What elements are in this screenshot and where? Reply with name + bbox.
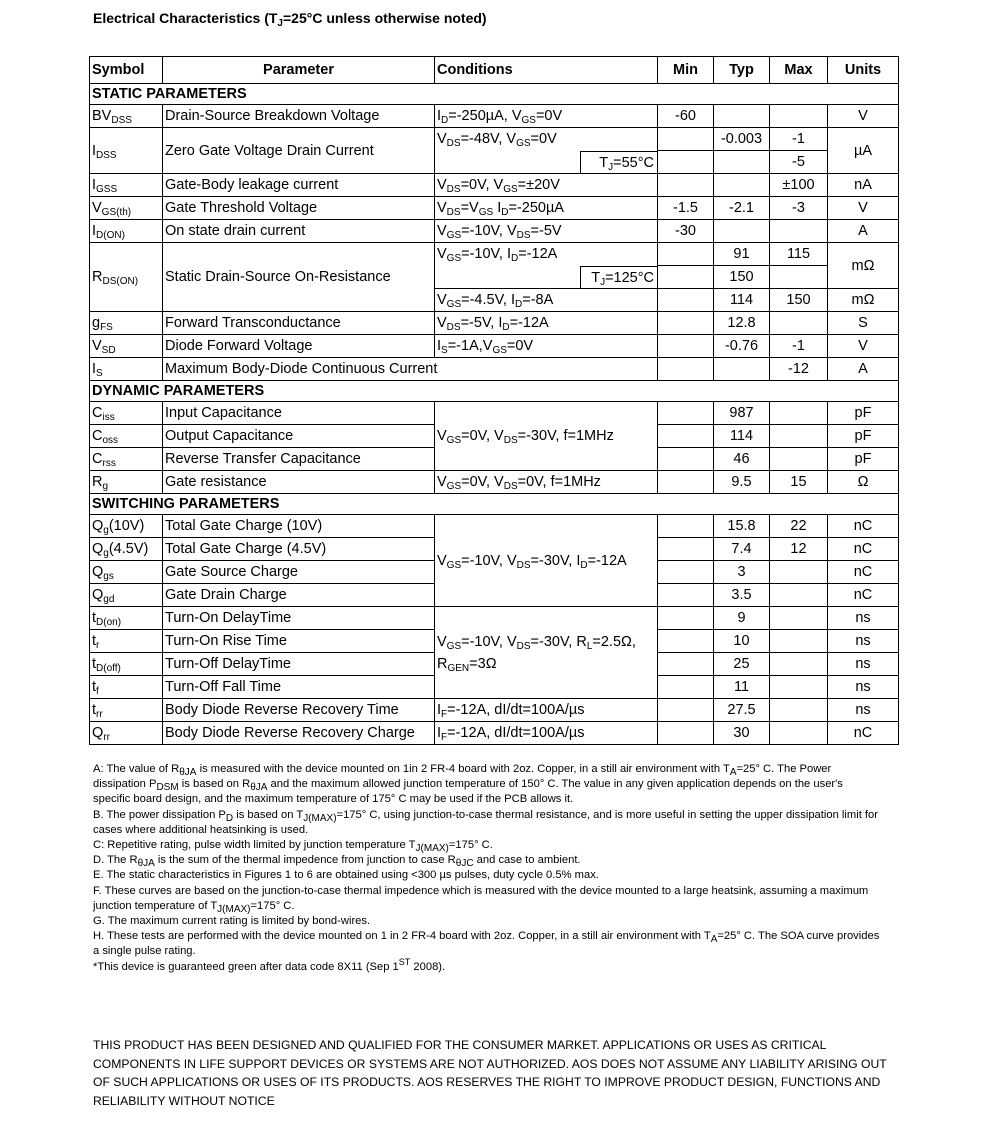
- typ-cell: 11: [714, 676, 770, 699]
- table-row: [90, 471, 899, 494]
- note-c: C: Repetitive rating, pulse width limited by junction temperature $T_{J(MAX)}=175^\circ$ C.: [93, 839, 493, 855]
- section-switching: SWITCHING PARAMETERS: [90, 494, 899, 515]
- symbol-cell: $t_{rr}$: [90, 699, 163, 722]
- disclaimer: THIS PRODUCT HAS BEEN DESIGNED AND QUALIFIED FOR THE CONSUMER MARKET. APPLICATIONS OR USES AS CRITICAL COMPONENTS IN LIFE SUPPORT DEVICES OR SYSTEMS ARE NOT AUTHORIZED. AOS DOES NOT ASSUME ANY LIABILITY ARISING OUT OF SUCH APPLICATIONS OR USES OF ITS PRODUCTS. AOS RESERVES THE RIGHT TO IMPROVE PRODUCT DESIGN, FUNCTIONS AND RELIABILITY WITHOUT NOTICE: [93, 1038, 887, 1109]
- typ-cell: 91: [714, 243, 770, 266]
- table-row: [90, 312, 899, 335]
- typ-cell: [714, 151, 770, 174]
- table-row: [90, 699, 899, 722]
- units-cell: ns: [828, 630, 899, 653]
- max-cell: [770, 448, 828, 471]
- parameter-cell: Gate Source Charge: [163, 561, 435, 584]
- max-cell: [770, 220, 828, 243]
- symbol-cell: $I_S$: [90, 358, 163, 381]
- min-cell: [658, 722, 714, 745]
- symbol-cell: $Q_{gd}$: [90, 584, 163, 607]
- parameter-cell: Maximum Body-Diode Continuous Current: [163, 358, 658, 381]
- typ-cell: [714, 174, 770, 197]
- units-cell: ns: [828, 699, 899, 722]
- header-symbol: Symbol: [90, 57, 163, 84]
- table-row: [90, 105, 899, 128]
- typ-cell: 114: [714, 289, 770, 312]
- min-cell: [658, 448, 714, 471]
- min-cell: [658, 243, 714, 266]
- max-cell: -1: [770, 128, 828, 151]
- symbol-cell: $R_g$: [90, 471, 163, 494]
- min-cell: [658, 607, 714, 630]
- parameter-cell: Gate-Body leakage current: [163, 174, 435, 197]
- conditions-cell: $I_F=-12A$, dI/dt=100A/µs: [435, 722, 658, 745]
- units-cell: V: [828, 105, 899, 128]
- max-cell: -12: [770, 358, 828, 381]
- symbol-cell: $t_{D(on)}$: [90, 607, 163, 630]
- min-cell: [658, 630, 714, 653]
- symbol-cell: $t_r$: [90, 630, 163, 653]
- symbol-cell: $Q_g(10V)$: [90, 515, 163, 538]
- header-max: Max: [770, 57, 828, 84]
- max-cell: 115: [770, 243, 828, 266]
- units-cell: A: [828, 220, 899, 243]
- conditions-cell: $V_{GS}=0V$, $V_{DS}=-30V$, f=1MHz: [435, 402, 658, 471]
- typ-cell: -0.76: [714, 335, 770, 358]
- units-cell: Ω: [828, 471, 899, 494]
- min-cell: -60: [658, 105, 714, 128]
- header-min: Min: [658, 57, 714, 84]
- max-cell: 22: [770, 515, 828, 538]
- min-cell: [658, 289, 714, 312]
- typ-cell: 9: [714, 607, 770, 630]
- min-cell: [658, 676, 714, 699]
- max-cell: [770, 630, 828, 653]
- note-f: F. These curves are based on the junction-to-case thermal impedence which is measured with the device mounted to a large heatsink, assuming a maximum junction temperature of $T_{J(MAX)}=175^\circ$ C.: [93, 884, 869, 915]
- typ-cell: 15.8: [714, 515, 770, 538]
- min-cell: -1.5: [658, 197, 714, 220]
- note-g: G. The maximum current rating is limited by bond-wires.: [93, 915, 371, 928]
- typ-cell: 987: [714, 402, 770, 425]
- units-cell: pF: [828, 402, 899, 425]
- symbol-cell: $I_{DSS}$: [90, 128, 163, 174]
- typ-cell: 30: [714, 722, 770, 745]
- max-cell: ±100: [770, 174, 828, 197]
- typ-cell: 114: [714, 425, 770, 448]
- max-cell: [770, 653, 828, 676]
- note-d: D. The $R_{\theta JA}$ is the sum of the thermal impedence from junction to case $R_{\theta JC}$ and case to ambient.: [93, 854, 581, 870]
- units-cell: µA: [828, 128, 899, 174]
- typ-cell: [714, 358, 770, 381]
- symbol-cell: $R_{DS(ON)}$: [90, 243, 163, 312]
- parameter-cell: Turn-On DelayTime: [163, 607, 435, 630]
- table-row: [90, 515, 899, 538]
- symbol-cell: $Q_g(4.5V)$: [90, 538, 163, 561]
- section-dynamic: DYNAMIC PARAMETERS: [90, 381, 899, 402]
- conditions-cell: $V_{GS}=0V$, $V_{DS}=0V$, f=1MHz: [435, 471, 658, 494]
- parameter-cell: Body Diode Reverse Recovery Charge: [163, 722, 435, 745]
- units-cell: ns: [828, 607, 899, 630]
- max-cell: [770, 105, 828, 128]
- typ-cell: [714, 105, 770, 128]
- parameter-cell: Turn-Off DelayTime: [163, 653, 435, 676]
- typ-cell: 10: [714, 630, 770, 653]
- symbol-cell: $V_{GS(th)}$: [90, 197, 163, 220]
- symbol-cell: $g_{FS}$: [90, 312, 163, 335]
- conditions-cell: $V_{GS}=-10V$, $I_D=-12A$ $T_J=125^\circ C$: [435, 243, 658, 289]
- conditions-cell: $V_{GS}=-4.5V$, $I_D=-8A$: [435, 289, 658, 312]
- min-cell: [658, 653, 714, 676]
- symbol-cell: $V_{SD}$: [90, 335, 163, 358]
- symbol-cell: $C_{iss}$: [90, 402, 163, 425]
- parameter-cell: Turn-On Rise Time: [163, 630, 435, 653]
- min-cell: [658, 471, 714, 494]
- typ-cell: 25: [714, 653, 770, 676]
- min-cell: [658, 699, 714, 722]
- min-cell: [658, 402, 714, 425]
- min-cell: [658, 335, 714, 358]
- max-cell: [770, 425, 828, 448]
- header-units: Units: [828, 57, 899, 84]
- typ-cell: 9.5: [714, 471, 770, 494]
- min-cell: -30: [658, 220, 714, 243]
- parameter-cell: Gate Threshold Voltage: [163, 197, 435, 220]
- parameter-cell: Reverse Transfer Capacitance: [163, 448, 435, 471]
- table-row: [90, 128, 899, 151]
- max-cell: 15: [770, 471, 828, 494]
- symbol-cell: $I_{D(ON)}$: [90, 220, 163, 243]
- min-cell: [658, 584, 714, 607]
- conditions-cell: $V_{DS}=V_{GS}$ $I_D=-250\mu A$: [435, 197, 658, 220]
- symbol-cell: $t_f$: [90, 676, 163, 699]
- symbol-cell: $Q_{gs}$: [90, 561, 163, 584]
- units-cell: A: [828, 358, 899, 381]
- note-e: E. The static characteristics in Figures 1 to 6 are obtained using <300 µs pulses, duty cycle 0.5% max.: [93, 869, 599, 882]
- table-row: [90, 722, 899, 745]
- min-cell: [658, 358, 714, 381]
- max-cell: [770, 607, 828, 630]
- max-cell: [770, 266, 828, 289]
- parameter-cell: Output Capacitance: [163, 425, 435, 448]
- typ-cell: 3.5: [714, 584, 770, 607]
- note-h: H. These tests are performed with the device mounted on 1 in 2 FR-4 board with 2oz. Copper, in a still air environment with $T_A=25^\circ$ C. The SOA curve provides a single pulse rating.: [93, 930, 880, 958]
- conditions-cell: $I_D=-250\mu A$, $V_{GS}=0V$: [435, 105, 658, 128]
- parameter-cell: Gate Drain Charge: [163, 584, 435, 607]
- parameter-cell: Total Gate Charge (10V): [163, 515, 435, 538]
- max-cell: 12: [770, 538, 828, 561]
- typ-cell: -2.1: [714, 197, 770, 220]
- table-row: [90, 335, 899, 358]
- units-cell: nC: [828, 515, 899, 538]
- parameter-cell: Forward Transconductance: [163, 312, 435, 335]
- header-conditions: Conditions: [435, 57, 658, 84]
- units-cell: ns: [828, 676, 899, 699]
- table-row: [90, 358, 899, 381]
- units-cell: V: [828, 335, 899, 358]
- units-cell: S: [828, 312, 899, 335]
- min-cell: [658, 425, 714, 448]
- table-row: [90, 174, 899, 197]
- parameter-cell: Body Diode Reverse Recovery Time: [163, 699, 435, 722]
- typ-cell: 12.8: [714, 312, 770, 335]
- max-cell: [770, 699, 828, 722]
- note-green: *This device is guaranteed green after data code 8X11 (Sep 1ST 2008).: [93, 956, 446, 973]
- units-cell: nC: [828, 722, 899, 745]
- table-header-row: [90, 57, 899, 84]
- max-cell: [770, 584, 828, 607]
- max-cell: [770, 676, 828, 699]
- section-static: STATIC PARAMETERS: [90, 84, 899, 105]
- max-cell: 150: [770, 289, 828, 312]
- parameter-cell: Drain-Source Breakdown Voltage: [163, 105, 435, 128]
- symbol-cell: $C_{rss}$: [90, 448, 163, 471]
- parameter-cell: Diode Forward Voltage: [163, 335, 435, 358]
- typ-cell: 150: [714, 266, 770, 289]
- min-cell: [658, 312, 714, 335]
- table-row: [90, 607, 899, 630]
- min-cell: [658, 266, 714, 289]
- symbol-cell: $BV_{DSS}$: [90, 105, 163, 128]
- min-cell: [658, 561, 714, 584]
- units-cell: mΩ: [828, 289, 899, 312]
- parameter-cell: On state drain current: [163, 220, 435, 243]
- parameter-cell: Total Gate Charge (4.5V): [163, 538, 435, 561]
- parameter-cell: Turn-Off Fall Time: [163, 676, 435, 699]
- footnotes: [93, 762, 883, 975]
- typ-cell: 46: [714, 448, 770, 471]
- units-cell: nC: [828, 538, 899, 561]
- units-cell: nC: [828, 561, 899, 584]
- header-typ: Typ: [714, 57, 770, 84]
- max-cell: -1: [770, 335, 828, 358]
- conditions-cell: $V_{DS}=0V$, $V_{GS}=\pm 20V$: [435, 174, 658, 197]
- max-cell: -3: [770, 197, 828, 220]
- table-row: [90, 197, 899, 220]
- conditions-cell: $V_{DS}=-5V$, $I_D=-12A$: [435, 312, 658, 335]
- units-cell: pF: [828, 425, 899, 448]
- units-cell: ns: [828, 653, 899, 676]
- note-a: A: The value of $R_{\theta JA}$ is measured with the device mounted on 1in 2 FR-4 board with 2oz. Copper, in a still air environment with $T_A=25^\circ$ C. The Power dissipation $P_{DSM}$ is based on $R_{\theta JA}$ and the maximum allowed junction temperature of 150° C. The value in any given application depends on the user's specific board design, and the maximum temperature of 175° C may be used if the PCB allows it.: [93, 763, 843, 806]
- min-cell: [658, 538, 714, 561]
- symbol-cell: $t_{D(off)}$: [90, 653, 163, 676]
- parameter-cell: Input Capacitance: [163, 402, 435, 425]
- conditions-cell: $I_F=-12A$, dI/dt=100A/µs: [435, 699, 658, 722]
- conditions-cell: $V_{GS}=-10V$, $V_{DS}=-30V$, $I_D=-12A$: [435, 515, 658, 607]
- symbol-cell: $C_{oss}$: [90, 425, 163, 448]
- units-cell: mΩ: [828, 243, 899, 289]
- units-cell: nA: [828, 174, 899, 197]
- conditions-cell: $I_S=-1A,V_{GS}=0V$: [435, 335, 658, 358]
- note-b: B. The power dissipation $P_D$ is based on $T_{J(MAX)}=175^\circ$ C, using junction-to-case thermal resistance, and is more useful in setting the upper dissipation limit for cases where additional heatsinking is used.: [93, 808, 878, 836]
- conditions-cell: $V_{GS}=-10V$, $V_{DS}=-30V$, $R_L=2.5\Omega$, $R_{GEN}=3\Omega$: [435, 607, 658, 699]
- max-cell: [770, 402, 828, 425]
- typ-cell: [714, 220, 770, 243]
- table-row: [90, 220, 899, 243]
- min-cell: [658, 151, 714, 174]
- temp-condition: $T_J=55^\circ C$: [580, 151, 657, 173]
- typ-cell: 7.4: [714, 538, 770, 561]
- table-row: [90, 402, 899, 425]
- min-cell: [658, 128, 714, 151]
- conditions-cell: $V_{DS}=-48V$, $V_{GS}=0V$ $T_J=55^\circ C$: [435, 128, 658, 174]
- parameter-cell: Gate resistance: [163, 471, 435, 494]
- typ-cell: 3: [714, 561, 770, 584]
- conditions-cell: $V_{GS}=-10V$, $V_{DS}=-5V$: [435, 220, 658, 243]
- min-cell: [658, 515, 714, 538]
- page-title: Electrical Characteristics ($T_J=25^\circ C$ unless otherwise noted): [93, 10, 487, 29]
- units-cell: V: [828, 197, 899, 220]
- electrical-characteristics-table: [89, 56, 899, 745]
- max-cell: -5: [770, 151, 828, 174]
- units-cell: nC: [828, 584, 899, 607]
- typ-cell: -0.003: [714, 128, 770, 151]
- units-cell: pF: [828, 448, 899, 471]
- min-cell: [658, 174, 714, 197]
- temp-condition: $T_J=125^\circ C$: [580, 266, 657, 288]
- max-cell: [770, 312, 828, 335]
- symbol-cell: $Q_{rr}$: [90, 722, 163, 745]
- header-parameter: Parameter: [163, 57, 435, 84]
- typ-cell: 27.5: [714, 699, 770, 722]
- max-cell: [770, 561, 828, 584]
- symbol-cell: $I_{GSS}$: [90, 174, 163, 197]
- parameter-cell: Zero Gate Voltage Drain Current: [163, 128, 435, 174]
- parameter-cell: Static Drain-Source On-Resistance: [163, 243, 435, 312]
- table-row: [90, 243, 899, 266]
- max-cell: [770, 722, 828, 745]
